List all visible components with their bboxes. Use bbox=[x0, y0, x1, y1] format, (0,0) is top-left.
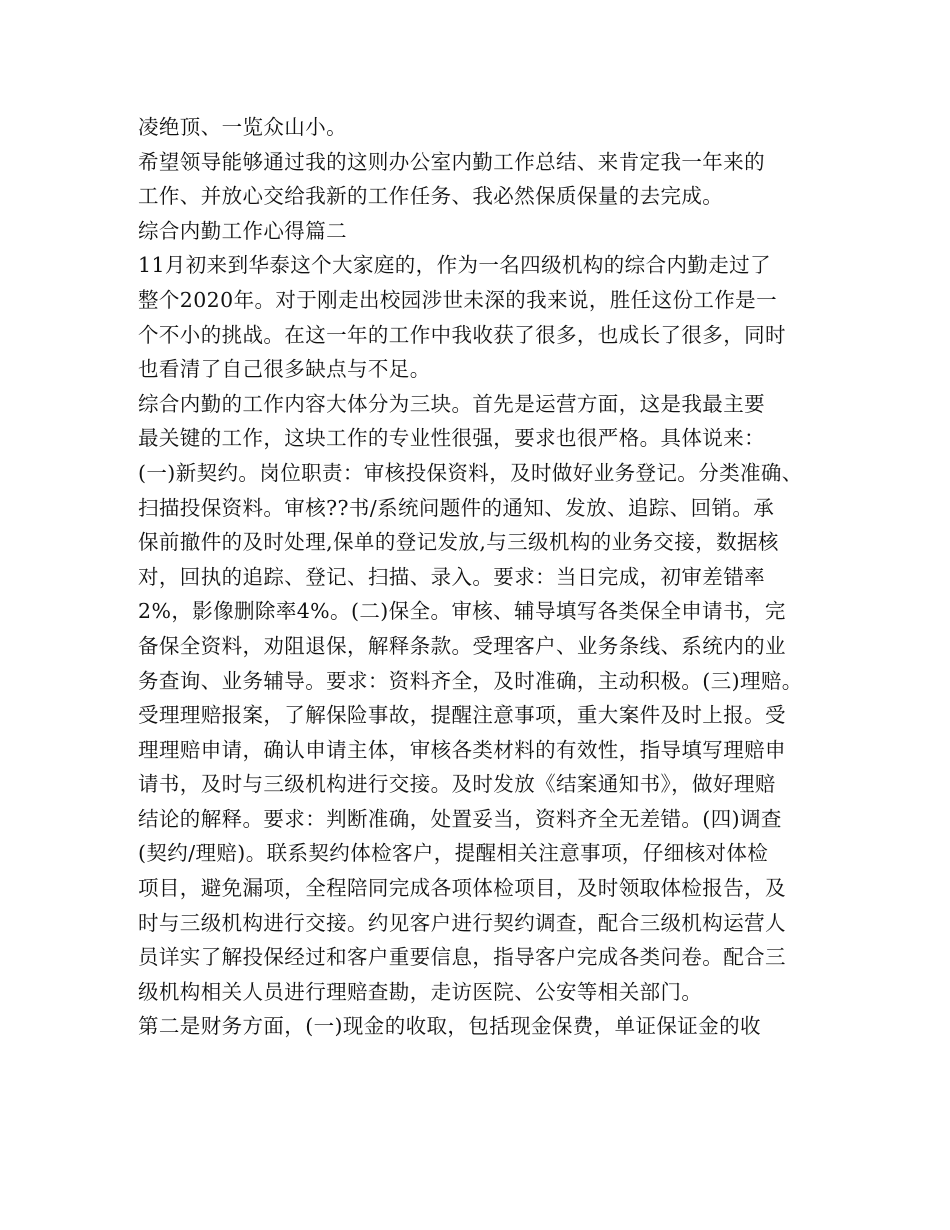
text-line: 员详实了解投保经过和客户重要信息，指导客户完成各类问卷。配合三 bbox=[138, 945, 786, 970]
text-line: 希望领导能够通过我的这则办公室内勤工作总结、来肯定我一年来的 bbox=[138, 149, 765, 174]
text-line: 综合内勤的工作内容大体分为三块。首先是运营方面，这是我最主要 bbox=[138, 391, 765, 416]
text-line: 级机构相关人员进行理赔查勘，走访医院、公安等相关部门。 bbox=[138, 979, 703, 1004]
text-line: 备保全资料，劝阻退保，解释条款。受理客户、业务条线、系统内的业 bbox=[138, 633, 786, 658]
text-line: 也看清了自己很多缺点与不足。 bbox=[138, 357, 431, 382]
text-line: 2%，影像删除率4%。(二)保全。审核、辅导填写各类保全申请书，完 bbox=[138, 599, 786, 624]
text-line: 理理赔申请，确认申请主体，审核各类材料的有效性，指导填写理赔申 bbox=[138, 737, 786, 762]
text-line: (一)新契约。岗位职责：审核投保资料，及时做好业务登记。分类准确、 bbox=[138, 460, 803, 485]
text-line: 整个2020年。对于刚走出校园涉世未深的我来说，胜任这份工作是一 bbox=[138, 287, 777, 312]
text-line: 结论的解释。要求：判断准确，处置妥当，资料齐全无差错。(四)调查 bbox=[138, 806, 782, 831]
document-body bbox=[138, 110, 828, 1044]
text-line: 请书，及时与三级机构进行交接。及时发放《结案通知书》，做好理赔 bbox=[138, 772, 776, 797]
text-line: 时与三级机构进行交接。约见客户进行契约调查，配合三级机构运营人 bbox=[138, 910, 786, 935]
text-line: 扫描投保资料。审核??书/系统问题件的通知、发放、追踪、回销。承 bbox=[138, 495, 775, 520]
text-line: 务查询、业务辅导。要求：资料齐全，及时准确，主动积极。(三)理赔。 bbox=[138, 668, 803, 693]
text-line: (契约/理赔)。联系契约体检客户，提醒相关注意事项，仔细核对体检 bbox=[138, 841, 769, 866]
text-line: 对，回执的追踪、登记、扫描、录入。要求：当日完成，初审差错率 bbox=[138, 564, 765, 589]
text-line: 凌绝顶、一览众山小。 bbox=[138, 115, 347, 139]
text-line: 个不小的挑战。在这一年的工作中我收获了很多，也成长了很多，同时 bbox=[138, 322, 786, 347]
text-line: 第二是财务方面，(一)现金的收取，包括现金保费，单证保证金的收 bbox=[138, 1014, 761, 1039]
text-line: 项目，避免漏项，全程陪同完成各项体检项目，及时领取体检报告，及 bbox=[138, 876, 786, 901]
section-heading: 综合内勤工作心得篇二 bbox=[138, 218, 347, 243]
text-line: 最关键的工作，这块工作的专业性很强，要求也很严格。具体说来： bbox=[138, 426, 765, 451]
text-line: 保前撤件的及时处理,保单的登记发放,与三级机构的业务交接，数据核 bbox=[138, 530, 779, 555]
text-line: 受理理赔报案，了解保险事故，提醒注意事项，重大案件及时上报。受 bbox=[138, 703, 786, 728]
text-line: 11月初来到华泰这个大家庭的，作为一名四级机构的综合内勤走过了 bbox=[138, 253, 771, 278]
text-line: 工作、并放心交给我新的工作任务、我必然保质保量的去完成。 bbox=[138, 184, 724, 209]
